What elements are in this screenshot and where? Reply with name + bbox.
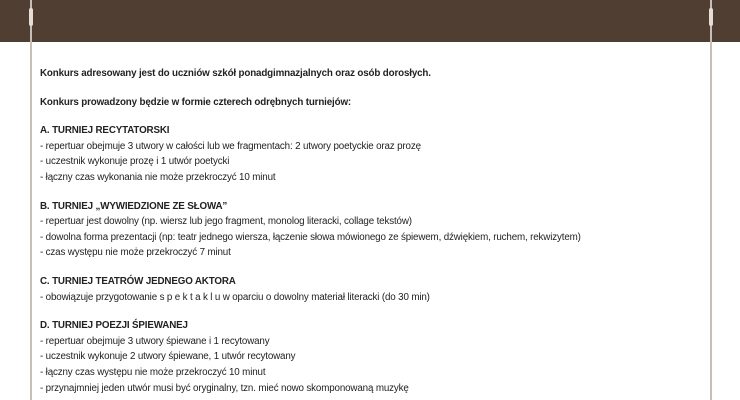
list-item: - obowiązuje przygotowanie s p e k t a k l u w oparciu o dowolny materiał literacki (do 30 min) xyxy=(40,291,430,303)
section-title: A. TURNIEJ RECYTATORSKI xyxy=(40,125,170,137)
header-banner xyxy=(0,0,740,42)
list-item: - uczestnik wykonuje 2 utwory śpiewane, 1 utwór recytowany xyxy=(40,351,296,363)
section-b xyxy=(40,199,708,261)
left-border-line xyxy=(30,0,32,400)
intro-line-1: Konkurs adresowany jest do uczniów szkół ponadgimnazjalnych oraz osób dorosłych. xyxy=(40,68,431,79)
list-item: - repertuar obejmuje 3 utwory w całości lub we fragmentach: 2 utwory poetyckie oraz prozę xyxy=(40,140,421,152)
list-item: - repertuar jest dowolny (np. wiersz lub jego fragment, monolog literacki, collage tekstów) xyxy=(40,216,412,228)
list-item: - czas występu nie może przekroczyć 7 minut xyxy=(40,247,231,259)
list-item: - repertuar obejmuje 3 utwory śpiewane i 1 recytowany xyxy=(40,335,270,347)
right-line-cap xyxy=(709,8,713,26)
document-body xyxy=(40,66,708,396)
list-item: - dowolna forma prezentacji (np: teatr jednego wiersza, łączenie słowa mówionego ze śpiewem, dźwiękiem, ruchem, rekwizytem) xyxy=(40,231,581,243)
list-item: - uczestnik wykonuje prozę i 1 utwór poetycki xyxy=(40,156,230,168)
list-item: - łączny czas wykonania nie może przekroczyć 10 minut xyxy=(40,171,276,183)
section-c xyxy=(40,274,708,305)
right-border-line xyxy=(710,0,712,400)
section-title: C. TURNIEJ TEATRÓW JEDNEGO AKTORA xyxy=(40,275,236,287)
list-item: - łączny czas występu nie może przekroczyć 10 minut xyxy=(40,366,266,378)
intro-line-2: Konkurs prowadzony będzie w formie czterech odrębnych turniejów: xyxy=(40,96,352,108)
section-a xyxy=(40,123,708,185)
section-title: D. TURNIEJ POEZJI ŚPIEWANEJ xyxy=(40,320,188,332)
list-item: - przynajmniej jeden utwór musi być oryginalny, tzn. mieć nowo skomponowaną muzykę xyxy=(40,382,409,394)
section-title: B. TURNIEJ „WYWIEDZIONE ZE SŁOWA” xyxy=(40,200,228,212)
left-line-cap xyxy=(29,8,33,26)
section-d xyxy=(40,318,708,396)
